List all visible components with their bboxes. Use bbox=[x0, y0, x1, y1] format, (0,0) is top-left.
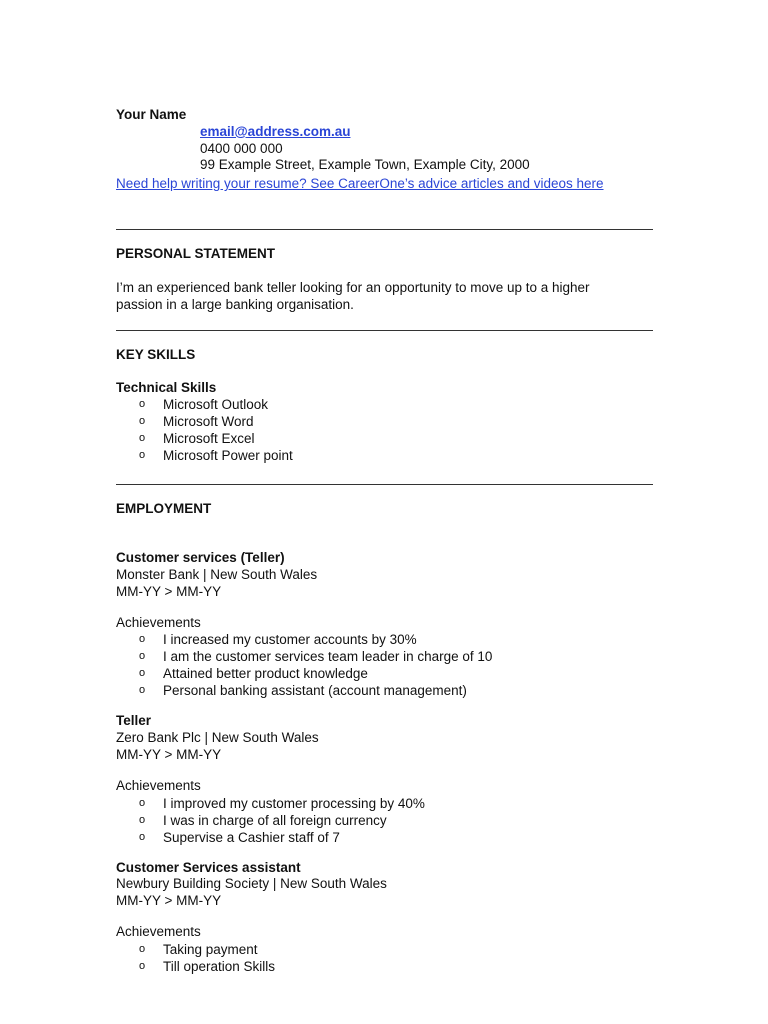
list-item bbox=[116, 631, 653, 648]
achievement-text: I am the customer services team leader in charge of 10 bbox=[163, 649, 493, 665]
achievements-list bbox=[116, 631, 653, 699]
achievements-label: Achievements bbox=[116, 777, 201, 793]
bullet-icon: o bbox=[139, 633, 146, 646]
job-employer: Zero Bank Plc | New South Wales bbox=[116, 730, 319, 746]
bullet-icon: o bbox=[139, 667, 146, 680]
job-entry bbox=[116, 860, 653, 975]
personal-statement-text bbox=[116, 279, 653, 313]
achievement-text: Till operation Skills bbox=[163, 958, 276, 974]
list-item bbox=[116, 648, 653, 665]
job-title: Teller bbox=[116, 713, 152, 729]
technical-skills-subheading: Technical Skills bbox=[116, 379, 217, 395]
bullet-icon: o bbox=[139, 942, 146, 955]
contact-email-row bbox=[116, 124, 653, 141]
achievements-label: Achievements bbox=[116, 923, 201, 939]
job-entry bbox=[116, 713, 653, 845]
resume-page bbox=[116, 107, 653, 975]
achievement-text: I increased my customer accounts by 30% bbox=[163, 632, 417, 648]
bullet-icon: o bbox=[139, 813, 146, 826]
job-dates: MM-YY > MM-YY bbox=[116, 893, 222, 909]
bullet-icon: o bbox=[139, 398, 146, 411]
skill-label: Microsoft Excel bbox=[163, 431, 255, 447]
list-item bbox=[116, 430, 653, 447]
bullet-icon: o bbox=[139, 449, 146, 462]
job-title: Customer Services assistant bbox=[116, 859, 301, 875]
careerone-help-link[interactable]: Need help writing your resume? See CareerOne’s advice articles and videos here bbox=[116, 176, 604, 192]
skill-label: Microsoft Outlook bbox=[163, 397, 269, 413]
achievements-list bbox=[116, 795, 653, 846]
personal-statement-line: passion in a large banking organisation. bbox=[116, 296, 354, 312]
list-item bbox=[116, 958, 653, 975]
list-item bbox=[116, 447, 653, 464]
job-entry bbox=[116, 550, 653, 699]
employment-heading: EMPLOYMENT bbox=[116, 501, 212, 517]
skill-label: Microsoft Word bbox=[163, 414, 254, 430]
job-employer: Newbury Building Society | New South Wales bbox=[116, 876, 387, 892]
list-item bbox=[116, 829, 653, 846]
bullet-icon: o bbox=[139, 959, 146, 972]
bullet-icon: o bbox=[139, 684, 146, 697]
email-link[interactable]: email@address.com.au bbox=[200, 123, 351, 139]
list-item bbox=[116, 413, 653, 430]
key-skills-heading: KEY SKILLS bbox=[116, 346, 196, 362]
bullet-icon: o bbox=[139, 830, 146, 843]
achievement-text: I was in charge of all foreign currency bbox=[163, 812, 387, 828]
job-dates: MM-YY > MM-YY bbox=[116, 746, 222, 762]
help-link-row bbox=[116, 176, 653, 193]
list-item bbox=[116, 795, 653, 812]
achievement-text: Attained better product knowledge bbox=[163, 666, 368, 682]
bullet-icon: o bbox=[139, 415, 146, 428]
personal-statement-heading: PERSONAL STATEMENT bbox=[116, 245, 276, 261]
contact-phone: 0400 000 000 bbox=[200, 140, 283, 156]
bullet-icon: o bbox=[139, 796, 146, 809]
achievements-list bbox=[116, 941, 653, 975]
achievement-text: Supervise a Cashier staff of 7 bbox=[163, 829, 340, 845]
list-item bbox=[116, 396, 653, 413]
list-item bbox=[116, 682, 653, 699]
skill-label: Microsoft Power point bbox=[163, 448, 293, 464]
contact-address: 99 Example Street, Example Town, Example City, 2000 bbox=[200, 157, 530, 173]
list-item bbox=[116, 665, 653, 682]
achievement-text: Personal banking assistant (account management) bbox=[163, 683, 467, 699]
list-item bbox=[116, 812, 653, 829]
achievements-label: Achievements bbox=[116, 614, 201, 630]
achievement-text: I improved my customer processing by 40% bbox=[163, 795, 425, 811]
personal-statement-line: I’m an experienced bank teller looking for an opportunity to move up to a higher bbox=[116, 279, 590, 295]
technical-skills-list bbox=[116, 396, 653, 464]
job-title: Customer services (Teller) bbox=[116, 550, 285, 566]
bullet-icon: o bbox=[139, 432, 146, 445]
job-employer: Monster Bank | New South Wales bbox=[116, 566, 318, 582]
achievement-text: Taking payment bbox=[163, 941, 258, 957]
resume-name: Your Name bbox=[116, 107, 187, 122]
job-dates: MM-YY > MM-YY bbox=[116, 583, 222, 599]
list-item bbox=[116, 941, 653, 958]
bullet-icon: o bbox=[139, 650, 146, 663]
